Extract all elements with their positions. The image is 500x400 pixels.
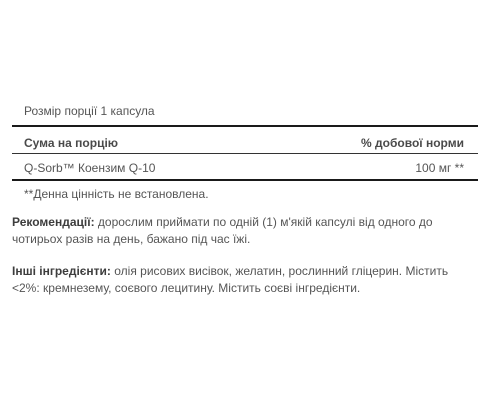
recommendations-paragraph (12, 214, 478, 248)
other-ingredients-text: олія рисових висівок, желатин, рослинний гліцерин. Містить <2%: кремнезему, соєвого лецитину. Містить соєві інгредієнти. (12, 264, 449, 295)
nutrient-amount: 100 мг ** (415, 161, 464, 175)
recommendations-text: дорослим приймати по одній (1) м'якій капсулі від одного до чотирьох разів на день, бажано під час їжі. (12, 215, 433, 246)
recommendations-label: Рекомендації: (12, 215, 95, 229)
other-ingredients-label: Інші інгредієнти: (12, 264, 111, 278)
amount-per-serving-header: Сума на порцію (24, 136, 119, 150)
top-divider (12, 125, 478, 127)
header-divider (12, 153, 478, 154)
nutrient-name: Q-Sorb™ Коензим Q-10 (24, 161, 156, 175)
daily-value-footnote: **Денна цінність не встановлена. (24, 187, 209, 201)
serving-size: Розмір порції 1 капсула (24, 104, 155, 118)
other-ingredients-paragraph (12, 263, 478, 297)
bottom-divider (12, 179, 478, 181)
daily-value-header: % добової норми (361, 136, 464, 150)
